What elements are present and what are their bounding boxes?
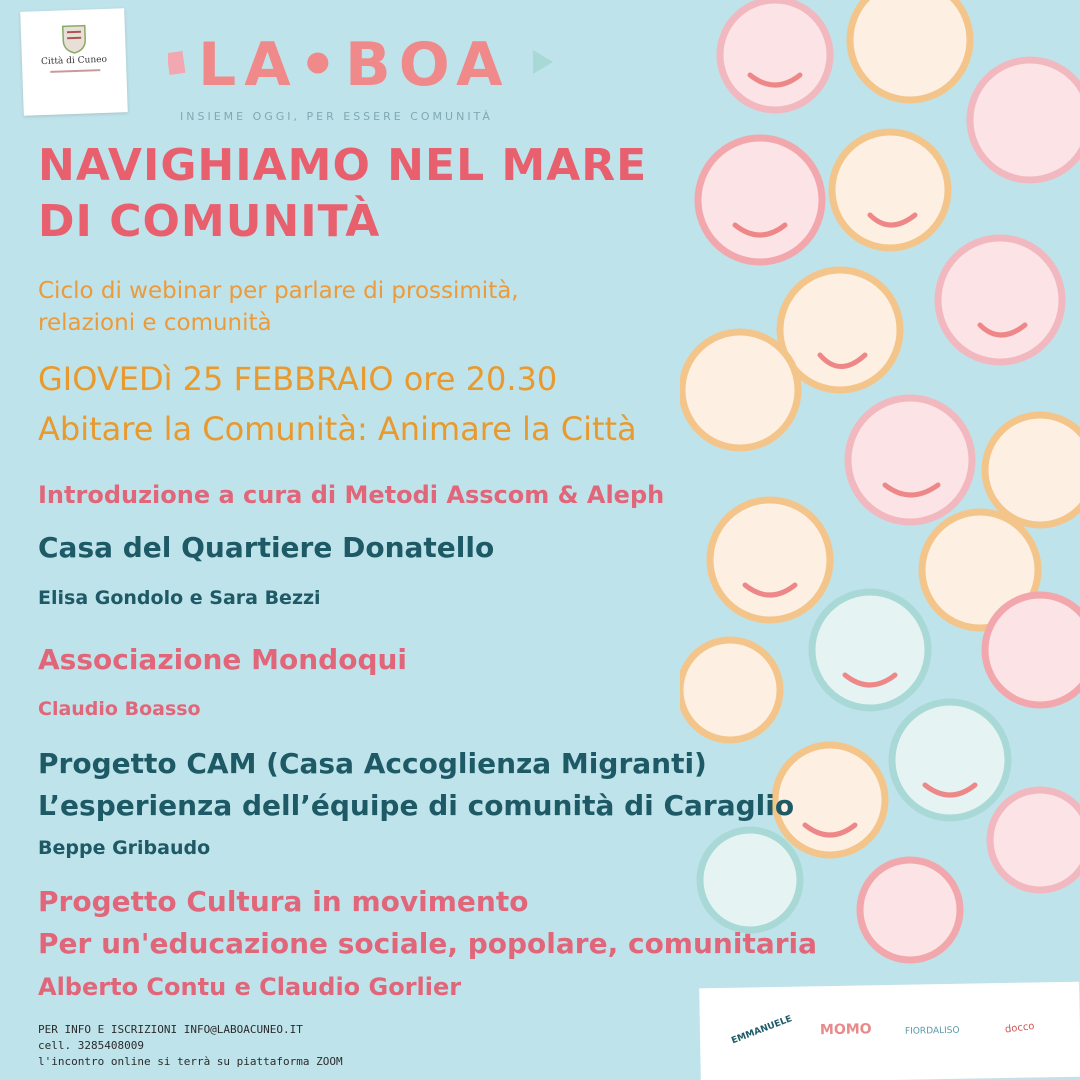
city-logo-card: [20, 8, 128, 116]
session-1-speakers: Elisa Gondolo e Sara Bezzi: [38, 587, 321, 609]
session-1-title: Casa del Quartiere Donatello: [38, 531, 495, 564]
session-2-title: Associazione Mondoqui: [38, 643, 408, 676]
face-pink-2: [970, 60, 1080, 180]
face-yellow-5: [985, 415, 1080, 525]
face-teal-3: [700, 830, 800, 930]
sponsor-momo: MOMO: [819, 1021, 872, 1039]
face-teal-1: [812, 592, 928, 708]
brand-logo: [168, 30, 568, 100]
city-name: Città di Cuneo: [40, 54, 108, 68]
face-pink-6: [985, 595, 1080, 705]
info-line-3: l'incontro online si terrà su piattaforma ZOOM: [38, 1055, 343, 1068]
subtitle-line-1: Ciclo di webinar per parlare di prossimità,: [38, 278, 519, 304]
session-4-title-1: Progetto Cultura in movimento: [38, 885, 529, 918]
headline-line-1: NAVIGHIAMO NEL MARE: [38, 140, 648, 191]
face-pink-1: [720, 0, 830, 110]
face-yellow-2: [832, 132, 948, 248]
headline-line-2: DI COMUNITÀ: [38, 196, 381, 247]
face-yellow-8: [680, 640, 780, 740]
info-line-2: cell. 3285408009: [38, 1039, 144, 1052]
face-yellow-6: [710, 500, 830, 620]
face-pink-8: [860, 860, 960, 960]
session-4-title-2: Per un'educazione sociale, popolare, comunitaria: [38, 927, 818, 960]
session-4-speakers: Alberto Contu e Claudio Gorlier: [38, 973, 462, 1001]
face-yellow-1: [850, 0, 970, 100]
face-pink-3: [698, 138, 822, 262]
session-3-title-2: L’esperienza dell’équipe di comunità di Caraglio: [38, 789, 795, 822]
session-3-title-1: Progetto CAM (Casa Accoglienza Migranti): [38, 747, 707, 780]
program-intro: Introduzione a cura di Metodi Asscom & Aleph: [38, 481, 665, 509]
sponsor-fiordaliso: FIORDALISO: [904, 1025, 960, 1037]
sponsors-card: [699, 982, 1080, 1080]
brand-tagline: INSIEME OGGI, PER ESSERE COMUNITÀ: [180, 110, 493, 123]
session-3-speakers: Beppe Gribaudo: [38, 837, 211, 859]
face-yellow-4: [682, 332, 798, 448]
contact-info: [38, 1022, 343, 1070]
crest-icon: [61, 22, 88, 55]
face-pink-4: [938, 238, 1062, 362]
info-line-1: PER INFO E ISCRIZIONI INFO@LABOACUNEO.IT: [38, 1023, 303, 1036]
subtitle-line-2: relazioni e comunità: [38, 310, 272, 336]
face-pink-5: [848, 398, 972, 522]
session-2-speakers: Claudio Boasso: [38, 698, 201, 720]
face-teal-2: [892, 702, 1008, 818]
face-pink-7: [990, 790, 1080, 890]
sponsor-docco: docco: [1004, 1020, 1036, 1036]
event-date: GIOVEDì 25 FEBBRAIO ore 20.30: [38, 360, 558, 398]
event-theme: Abitare la Comunità: Animare la Città: [38, 410, 637, 448]
sponsor-emmanuele: EMMANUELE: [730, 1014, 794, 1047]
logo-divider: [50, 69, 100, 73]
brand-name: LA•BOA: [198, 30, 511, 100]
faces-illustration: [680, 0, 1080, 990]
